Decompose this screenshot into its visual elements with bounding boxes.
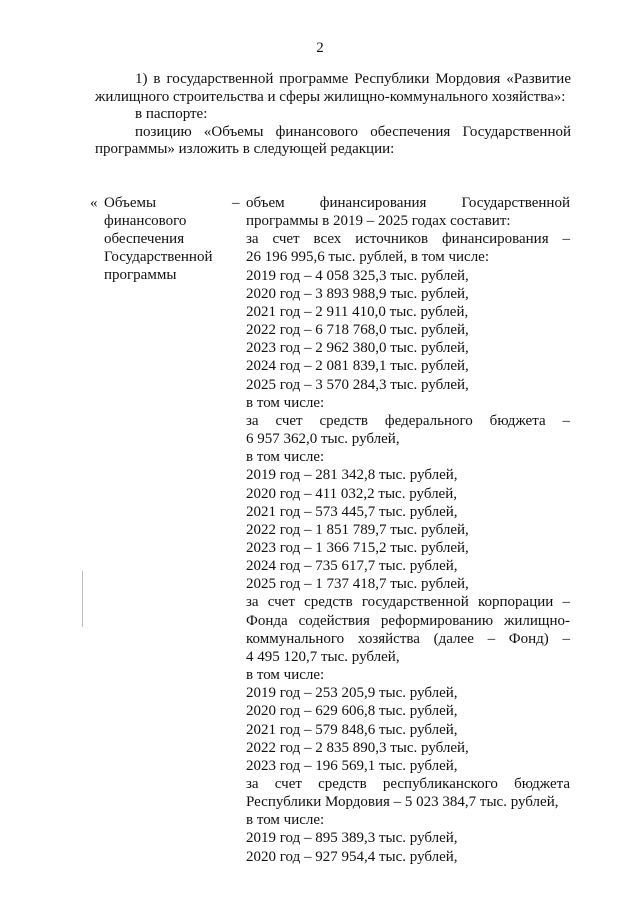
- funding-line: в том числе:: [246, 394, 325, 411]
- funding-line: 2022 год – 2 835 890,3 тыс. рублей,: [246, 739, 469, 756]
- funding-line: 2019 год – 281 342,8 тыс. рублей,: [246, 467, 458, 484]
- position-label-line: обеспечения: [104, 231, 185, 247]
- intro-paragraph-1-line-2: жилищного строительства и сферы жилищно-коммунального хозяйства»:: [95, 88, 566, 105]
- position-label-line: [90, 194, 230, 212]
- position-label-line: Государственной: [104, 249, 213, 265]
- funding-line: 26 196 995,6 тыс. рублей, в том числе:: [246, 249, 490, 266]
- funding-line: 2025 год – 3 570 284,3 тыс. рублей,: [246, 376, 469, 393]
- funding-details: [246, 194, 570, 866]
- funding-line: 2023 год – 196 569,1 тыс. рублей,: [246, 757, 458, 774]
- funding-line: за счет всех источников финансирования –: [246, 231, 570, 248]
- funding-line: программы в 2019 – 2025 годах составит:: [246, 213, 511, 230]
- intro-paragraph-2: в паспорте:: [135, 106, 208, 122]
- funding-line: Фонда содействия реформированию жилищно-: [246, 612, 570, 629]
- funding-line: за счет средств федерального бюджета –: [246, 412, 570, 429]
- funding-line: 2020 год – 629 606,8 тыс. рублей,: [246, 703, 458, 720]
- funding-line: 2022 год – 1 851 789,7 тыс. рублей,: [246, 521, 469, 538]
- margin-mark: [82, 571, 83, 627]
- funding-line: 4 495 120,7 тыс. рублей,: [246, 648, 400, 665]
- funding-line: 2025 год – 1 737 418,7 тыс. рублей,: [246, 576, 469, 593]
- funding-line: 2023 год – 2 962 380,0 тыс. рублей,: [246, 340, 469, 357]
- funding-line: за счет средств республиканского бюджета: [246, 776, 570, 792]
- opening-quote: «: [90, 195, 98, 211]
- funding-line: 2021 год – 2 911 410,0 тыс. рублей,: [246, 303, 469, 320]
- intro-paragraph-3-line-1: позицию «Объемы финансового обеспечения Государственной: [135, 123, 571, 140]
- funding-line: за счет средств государственной корпорации –: [246, 594, 570, 611]
- funding-line: в том числе:: [246, 449, 325, 466]
- funding-line: объем финансирования Государственной: [246, 195, 570, 211]
- funding-line: 2019 год – 253 205,9 тыс. рублей,: [246, 685, 458, 702]
- funding-line: 2019 год – 895 389,3 тыс. рублей,: [246, 830, 458, 847]
- funding-line: 2020 год – 927 954,4 тыс. рублей,: [246, 848, 458, 865]
- funding-line: 2024 год – 735 617,7 тыс. рублей,: [246, 558, 458, 575]
- intro-paragraph-1-line-1: 1) в государственной программе Республики Мордовия «Развитие: [135, 71, 571, 87]
- funding-line: 2021 год – 573 445,7 тыс. рублей,: [246, 503, 458, 520]
- funding-line: в том числе:: [246, 667, 325, 684]
- funding-line: 2021 год – 579 848,6 тыс. рублей,: [246, 721, 458, 738]
- funding-line: 2020 год – 3 893 988,9 тыс. рублей,: [246, 285, 469, 302]
- position-label-text: Объемы: [104, 195, 157, 211]
- funding-line: коммунального хозяйства (далее – Фонд) –: [246, 630, 570, 647]
- funding-line: 2024 год – 2 081 839,1 тыс. рублей,: [246, 358, 469, 375]
- funding-line: Республики Мордовия – 5 023 384,7 тыс. рублей,: [246, 794, 559, 811]
- funding-line: 6 957 362,0 тыс. рублей,: [246, 431, 400, 448]
- page-number: 2: [316, 40, 324, 56]
- funding-line: 2022 год – 6 718 768,0 тыс. рублей,: [246, 322, 469, 339]
- position-label-line: программы: [104, 267, 177, 283]
- funding-line: в том числе:: [246, 812, 325, 829]
- separator-dash: –: [232, 195, 240, 211]
- funding-line: 2019 год – 4 058 325,3 тыс. рублей,: [246, 267, 469, 284]
- position-label-line: финансового: [104, 213, 187, 229]
- intro-text: [95, 71, 571, 159]
- position-label: [90, 194, 230, 284]
- funding-line: 2023 год – 1 366 715,2 тыс. рублей,: [246, 539, 469, 556]
- intro-paragraph-3-line-2: программы» изложить в следующей редакции:: [95, 141, 395, 157]
- funding-line: 2020 год – 411 032,2 тыс. рублей,: [246, 485, 457, 502]
